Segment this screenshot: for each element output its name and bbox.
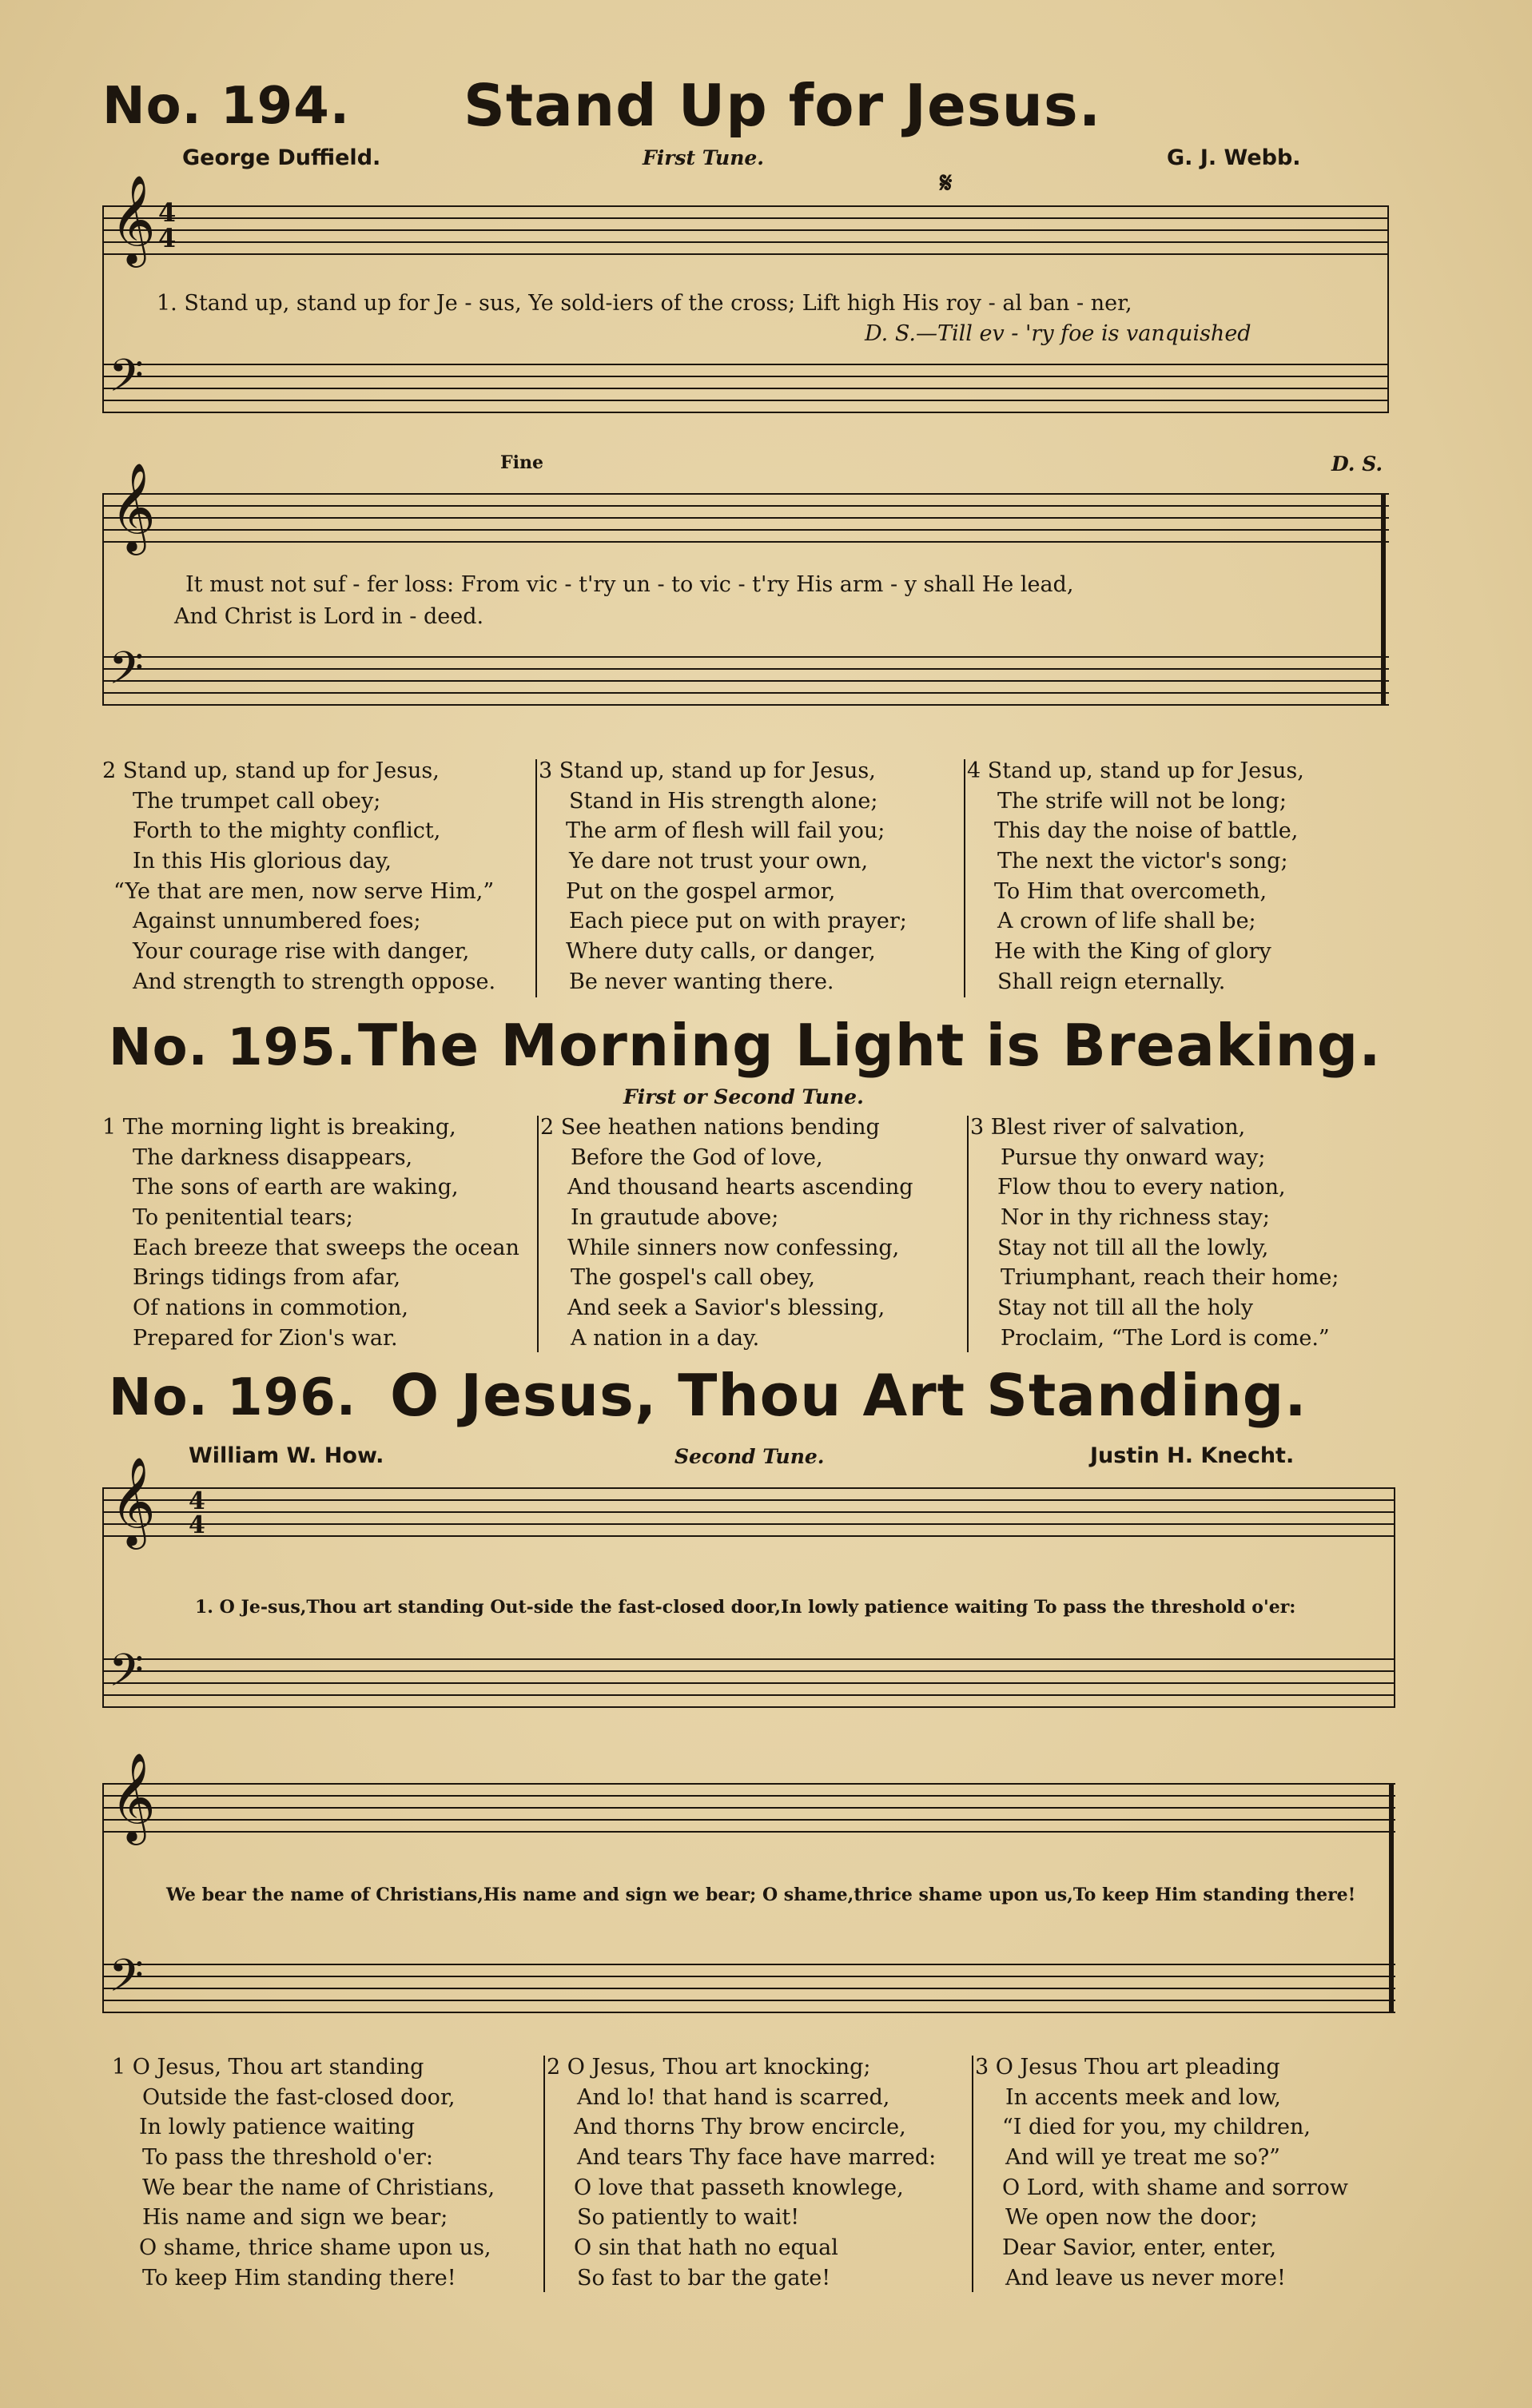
treble-clef-icon: 𝄞 — [110, 1456, 156, 1546]
treble-staff — [102, 494, 1389, 566]
column-divider — [967, 1116, 969, 1352]
stanza-line: Each breeze that sweeps the ocean — [133, 1235, 519, 1260]
stanza-line: This day the noise of battle, — [994, 818, 1299, 844]
system-brace — [102, 1488, 104, 1707]
fine-mark: Fine — [500, 452, 543, 473]
hymn-composer: Justin H. Knecht. — [1090, 1443, 1295, 1468]
stanza-line: We open now the door; — [1005, 2205, 1258, 2231]
stanza-line: 2 See heathen nations bending — [540, 1115, 880, 1140]
column-divider — [537, 1116, 539, 1352]
bass-clef-icon: 𝄢 — [109, 1645, 144, 1708]
tune-note: Second Tune. — [674, 1445, 825, 1468]
hymn-author: William W. How. — [189, 1443, 384, 1468]
stanza-line: The strife will not be long; — [997, 788, 1287, 814]
stanza-line: Stand in His strength alone; — [569, 788, 878, 814]
lyric-line: It must not suf - fer loss: From vic - t'ry un - to vic - t'ry His arm - y shall He lead, — [185, 572, 1074, 597]
stanza-line: The gospel's call obey, — [571, 1265, 815, 1291]
stanza-line: He with the King of glory — [994, 939, 1271, 965]
stanza-line: Pursue thy onward way; — [1001, 1144, 1266, 1170]
column-divider — [964, 759, 965, 997]
bass-staff — [102, 1659, 1395, 1723]
stanza — [975, 2052, 1348, 2294]
hymn-title: O Jesus, Thou Art Standing. — [390, 1362, 1307, 1429]
segno-icon: 𝄋 — [940, 166, 953, 200]
lyric-line: And Christ is Lord in - deed. — [174, 604, 484, 629]
stanza-line: Stay not till all the holy — [997, 1296, 1253, 1321]
hymn-number: No. 195. — [109, 1018, 357, 1077]
lyric-line: 1. O Je-sus,Thou art standing Out-side the fast-closed door,In lowly patience waiting To pass the threshold o'er: — [195, 1597, 1296, 1618]
treble-clef-icon: 𝄞 — [110, 462, 156, 551]
stanza-line: A crown of life shall be; — [997, 909, 1256, 934]
stanza-line: Put on the gospel armor, — [566, 878, 836, 904]
stanza-line: Each piece put on with prayer; — [569, 909, 907, 934]
stanza-line: And lo! that hand is scarred, — [577, 2084, 890, 2110]
barline — [1394, 1488, 1395, 1707]
ds-mark: D. S. — [1331, 452, 1383, 476]
final-barline — [1389, 1784, 1394, 2012]
lyric-line: We bear the name of Christians,His name and sign we bear; O shame,thrice shame upon us,To keep Him standing there! — [166, 1885, 1356, 1905]
stanza-line: 1 O Jesus, Thou art standing — [112, 2055, 424, 2080]
stanza-line: In accents meek and low, — [1005, 2084, 1281, 2110]
bass-clef-icon: 𝄢 — [109, 1950, 144, 2013]
stanza-line: 3 Blest river of salvation, — [970, 1115, 1246, 1140]
stanza-line: To Him that overcometh, — [994, 878, 1267, 904]
stanza-line: 2 O Jesus, Thou art knocking; — [547, 2055, 871, 2080]
time-signature: 4 4 — [158, 197, 177, 253]
stanza-line: Dear Savior, enter, enter, — [1002, 2235, 1277, 2261]
stanza-line: So patiently to wait! — [577, 2205, 800, 2231]
hymn-author: George Duffield. — [182, 145, 381, 170]
stanza-line: 3 O Jesus Thou art pleading — [975, 2055, 1280, 2080]
stanza-line: Proclaim, “The Lord is come.” — [1001, 1325, 1330, 1351]
hymn-number: No. 196. — [109, 1368, 357, 1427]
treble-staff — [102, 1784, 1395, 1856]
treble-clef-icon: 𝄞 — [110, 1752, 156, 1841]
stanza-line: “Ye that are men, now serve Him,” — [113, 878, 495, 904]
stanza-line: O Lord, with shame and sorrow — [1002, 2175, 1348, 2200]
stanza-line: Triumphant, reach their home; — [1001, 1265, 1339, 1291]
bass-staff — [102, 657, 1389, 721]
stanza-line: The darkness disappears, — [133, 1144, 413, 1170]
stanza — [970, 1112, 1339, 1354]
stanza — [547, 2052, 936, 2294]
stanza-line: The trumpet call obey; — [133, 788, 381, 814]
stanza-line: 2 Stand up, stand up for Jesus, — [102, 758, 440, 783]
stanza-line: 3 Stand up, stand up for Jesus, — [539, 758, 876, 783]
stanza-line: To penitential tears; — [133, 1205, 353, 1231]
hymn-composer: G. J. Webb. — [1167, 145, 1301, 170]
stanza-line: Ye dare not trust your own, — [569, 849, 869, 874]
hymn-title: The Morning Light is Breaking. — [358, 1012, 1382, 1079]
stanza-line: And seek a Savior's blessing, — [567, 1296, 885, 1321]
stanza-line: In lowly patience waiting — [139, 2115, 416, 2140]
stanza-line: In grautude above; — [571, 1205, 779, 1231]
stanza-line: Where duty calls, or danger, — [566, 939, 876, 965]
stanza — [540, 1112, 913, 1354]
stanza-line: Before the God of love, — [571, 1144, 823, 1170]
column-divider — [972, 2056, 973, 2292]
system-brace — [102, 494, 104, 705]
column-divider — [535, 759, 537, 997]
final-barline — [1381, 494, 1386, 705]
stanza-line: So fast to bar the gate! — [577, 2265, 831, 2291]
treble-staff — [102, 1488, 1395, 1560]
stanza-line: In this His glorious day, — [133, 849, 392, 874]
treble-clef-icon: 𝄞 — [110, 174, 156, 264]
stanza-line: The arm of flesh will fail you; — [566, 818, 885, 844]
hymn-title: Stand Up for Jesus. — [464, 72, 1102, 139]
tune-note: First Tune. — [643, 146, 765, 169]
stanza — [112, 2052, 495, 2294]
barline — [1387, 206, 1389, 412]
system-brace — [102, 1784, 104, 2012]
bass-staff — [102, 364, 1389, 428]
stanza-line: Flow thou to every nation, — [997, 1175, 1286, 1200]
stanza-line: Against unnumbered foes; — [133, 909, 421, 934]
stanza-line: The sons of earth are waking, — [133, 1175, 459, 1200]
stanza-line: And will ye treat me so?” — [1005, 2145, 1280, 2171]
stanza-line: A nation in a day. — [571, 1325, 760, 1351]
stanza-line: “I died for you, my children, — [1002, 2115, 1311, 2140]
stanza — [102, 756, 495, 997]
time-signature: 4 4 — [189, 1487, 205, 1539]
stanza-line: To pass the threshold o'er: — [142, 2145, 434, 2171]
bass-staff — [102, 1964, 1395, 2028]
stanza-line: 1 The morning light is breaking, — [102, 1115, 456, 1140]
stanza — [102, 1112, 519, 1354]
stanza-line: And tears Thy face have marred: — [577, 2145, 937, 2171]
system-brace — [102, 206, 104, 412]
stanza-line: The next the victor's song; — [997, 849, 1288, 874]
tune-note: First or Second Tune. — [623, 1085, 864, 1108]
stanza-line: Forth to the mighty conflict, — [133, 818, 441, 844]
stanza-line: While sinners now confessing, — [567, 1235, 900, 1260]
stanza-line: We bear the name of Christians, — [142, 2175, 495, 2200]
stanza-line: Nor in thy richness stay; — [1001, 1205, 1270, 1231]
stanza — [539, 756, 907, 997]
stanza-line: Of nations in commotion, — [133, 1296, 408, 1321]
stanza-line: O love that passeth knowlege, — [574, 2175, 904, 2200]
stanza-line: Be never wanting there. — [569, 969, 834, 994]
stanza-line: Stay not till all the lowly, — [997, 1235, 1269, 1260]
lyric-ds-line: D. S.—Till ev - 'ry foe is vanquished — [865, 321, 1251, 346]
stanza-line: And strength to strength oppose. — [133, 969, 496, 994]
stanza-line: Outside the fast-closed door, — [142, 2084, 456, 2110]
hymn-number: No. 194. — [102, 77, 351, 136]
bass-clef-icon: 𝄢 — [109, 643, 144, 706]
stanza-line: And thorns Thy brow encircle, — [574, 2115, 906, 2140]
lyric-line: 1. Stand up, stand up for Je - sus, Ye sold-iers of the cross; Lift high His roy - al ban - ner, — [157, 291, 1132, 316]
stanza-line: Brings tidings from afar, — [133, 1265, 401, 1291]
stanza-line: 4 Stand up, stand up for Jesus, — [967, 758, 1304, 783]
stanza-line: Shall reign eternally. — [997, 969, 1226, 994]
stanza-line: And thousand hearts ascending — [567, 1175, 913, 1200]
stanza-line: His name and sign we bear; — [142, 2205, 448, 2231]
stanza-line: Prepared for Zion's war. — [133, 1325, 398, 1351]
stanza-line: Your courage rise with danger, — [133, 939, 470, 965]
treble-staff — [102, 206, 1389, 278]
stanza-line: To keep Him standing there! — [142, 2265, 456, 2291]
bass-clef-icon: 𝄢 — [109, 350, 144, 413]
stanza-line: And leave us never more! — [1005, 2265, 1286, 2291]
stanza-line: O shame, thrice shame upon us, — [139, 2235, 491, 2261]
column-divider — [543, 2056, 545, 2292]
stanza-line: O sin that hath no equal — [574, 2235, 838, 2261]
stanza — [967, 756, 1304, 997]
